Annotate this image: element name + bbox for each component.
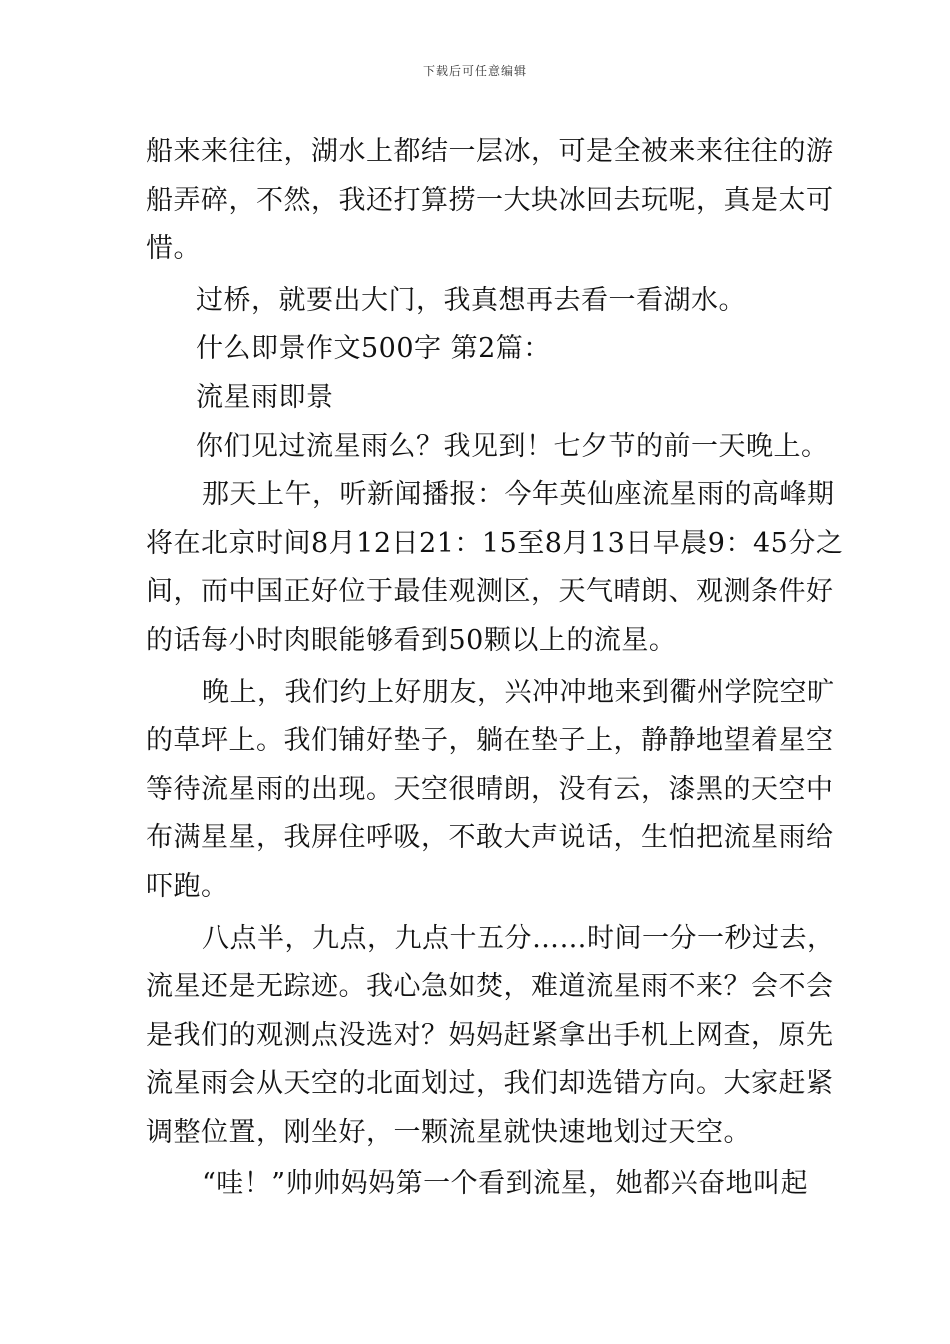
text-line: 是我们的观测点没选对？妈妈赶紧拿出手机上网查，原先 <box>146 1019 834 1051</box>
text-line: 船弄碎，不然，我还打算捞一大块冰回去玩呢，真是太可 <box>146 184 834 216</box>
text-line: 布满星星，我屏住呼吸，不敢大声说话，生怕把流星雨给 <box>146 822 834 854</box>
text-line: 流星雨会从天空的北面划过，我们却选错方向。大家赶紧 <box>146 1068 834 1100</box>
text-line: 的话每小时肉眼能够看到50颗以上的流星。 <box>146 624 677 656</box>
text-line: 将在北京时间8月12日21：15至8月13日早晨9：45分之 <box>146 527 844 559</box>
section-heading: 什么即景作文500字 第2篇： <box>196 333 551 365</box>
text-line: 惜。 <box>146 233 201 265</box>
paragraph-line: “哇！”帅帅妈妈第一个看到流星，她都兴奋地叫起 <box>202 1168 809 1200</box>
text-line: 流星还是无踪迹。我心急如焚，难道流星雨不来？会不会 <box>146 971 834 1003</box>
text-line: 间，而中国正好位于最佳观测区，天气晴朗、观测条件好 <box>146 576 834 608</box>
paragraph-line: 八点半，九点，九点十五分……时间一分一秒过去， <box>202 922 835 954</box>
paragraph-line: 晚上，我们约上好朋友，兴冲冲地来到衢州学院空旷 <box>202 676 835 708</box>
page-header: 下载后可任意编辑 <box>422 64 527 78</box>
paragraph-line: 那天上午，听新闻播报：今年英仙座流星雨的高峰期 <box>202 479 835 511</box>
text-line: 的草坪上。我们铺好垫子，躺在垫子上，静静地望着星空 <box>146 725 834 757</box>
text-line: 吓跑。 <box>146 870 229 902</box>
document-body <box>146 128 844 1209</box>
text-line: 调整位置，刚坐好，一颗流星就快速地划过天空。 <box>146 1116 751 1148</box>
paragraph-line: 你们见过流星雨么？我见到！七夕节的前一天晚上。 <box>196 430 829 462</box>
text-line: 船来来往往，湖水上都结一层冰，可是全被来来往往的游 <box>146 136 834 167</box>
text-line: 等待流星雨的出现。天空很晴朗，没有云，漆黑的天空中 <box>146 773 834 805</box>
article-title: 流星雨即景 <box>196 381 334 413</box>
paragraph-line: 过桥，就要出大门，我真想再去看一看湖水。 <box>196 284 746 316</box>
